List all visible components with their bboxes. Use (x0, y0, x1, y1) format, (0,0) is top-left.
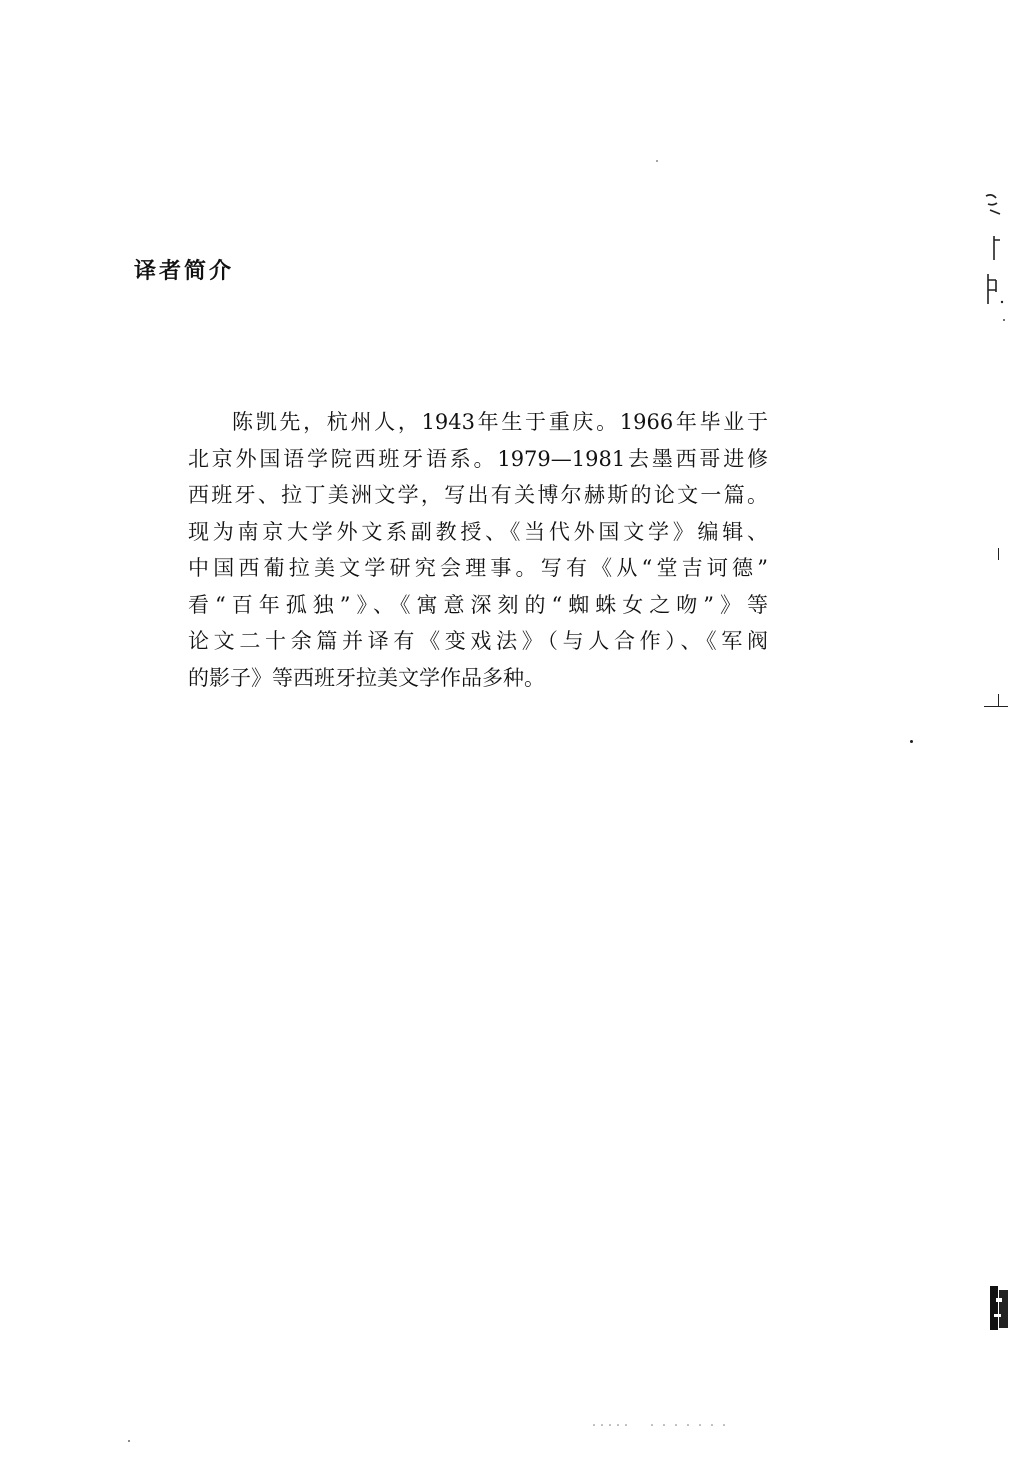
bio-line: 北京外国语学院西班牙语系。1979—1981去墨西哥进修 (188, 446, 768, 471)
bio-line: 看“百年孤独”》、《寓意深刻的“蜘蛛女之吻”》等 (188, 592, 768, 617)
bio-line: 现为南京大学外文系副教授、《当代外国文学》编辑、 (188, 519, 768, 544)
bio-line: 中国西葡拉美文学研究会理事。写有《从“堂吉诃德” (188, 556, 768, 580)
scan-artifact-dots (590, 1423, 730, 1427)
bio-line: 的影子》等西班牙拉美文学作品多种。 (188, 665, 545, 690)
section-heading: 译者简介 (134, 259, 235, 284)
bio-line: 西班牙、拉丁美洲文学，写出有关博尔赫斯的论文一篇。 (188, 483, 768, 507)
binding-mark (988, 1284, 1010, 1332)
scan-artifact-dot (128, 1440, 130, 1442)
bio-line: 陈凯先，杭州人，1943年生于重庆。1966年毕业于 (232, 410, 768, 434)
scan-artifact-line (984, 706, 1008, 707)
scan-artifact-dot (656, 160, 658, 162)
scan-artifact-marks (982, 190, 1008, 330)
scan-artifact-line (998, 694, 999, 706)
bio-line: 论文二十余篇并译有《变戏法》（与人合作）、《军阀 (188, 629, 768, 653)
translator-bio (188, 404, 768, 696)
scan-artifact-dot (910, 740, 913, 743)
scan-artifact-tick (998, 548, 999, 560)
